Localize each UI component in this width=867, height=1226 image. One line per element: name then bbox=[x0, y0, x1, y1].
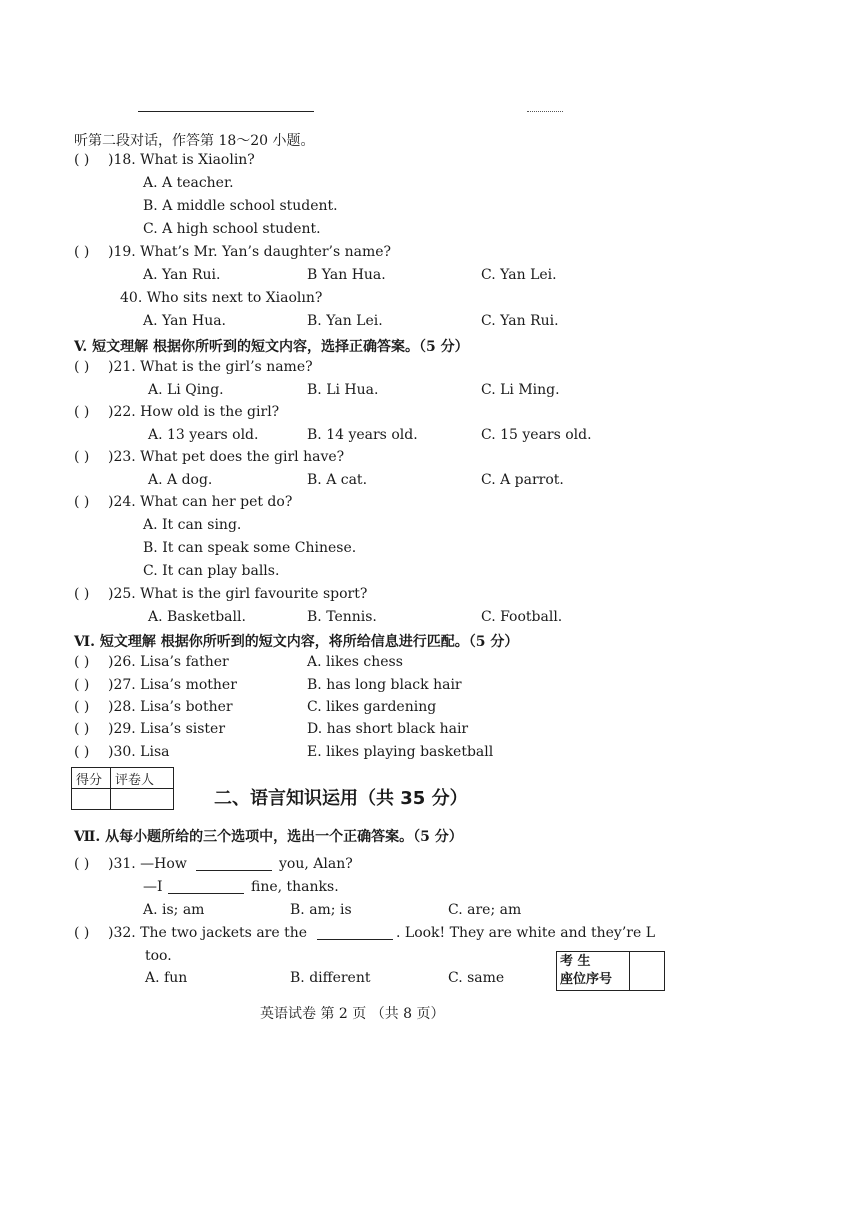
match-option-b: B. has long black hair bbox=[307, 677, 462, 693]
q26-left: )26. Lisa’s father bbox=[108, 654, 229, 670]
q32-option-c: C. same bbox=[448, 970, 505, 986]
q31-option-b: B. am; is bbox=[290, 902, 352, 918]
seat-number-cell[interactable] bbox=[630, 952, 665, 991]
q20-option-c: C. Yan Rui. bbox=[481, 313, 559, 329]
q18-bracket[interactable]: ( ) bbox=[74, 152, 90, 168]
q18-option-a: A. A teacher. bbox=[143, 175, 234, 191]
seat-label-line1: 考 生 bbox=[560, 954, 591, 969]
q27-left: )27. Lisa’s mother bbox=[108, 677, 237, 693]
section-6-heading: Ⅵ. 短文理解 根据你所听到的短文内容，将所给信息进行匹配。（5 分） bbox=[74, 634, 519, 650]
q22-option-c: C. 15 years old. bbox=[481, 427, 592, 443]
q31-option-a: A. is; am bbox=[143, 902, 205, 918]
q21-option-b: B. Li Hua. bbox=[307, 382, 379, 398]
q18-stem: )18. What is Xiaolin? bbox=[108, 152, 255, 168]
q18-option-b: B. A middle school student. bbox=[143, 198, 338, 214]
q19-option-a: A. Yan Rui. bbox=[143, 267, 221, 283]
q32-blank[interactable] bbox=[317, 925, 393, 944]
q24-stem: )24. What can her pet do? bbox=[108, 494, 293, 510]
q20-option-a: A. Yan Hua. bbox=[143, 313, 227, 329]
seat-number-box bbox=[556, 951, 665, 991]
q22-option-a: A. 13 years old. bbox=[148, 427, 259, 443]
match-option-a: A. likes chess bbox=[307, 654, 403, 670]
section-5-heading: V. 短文理解 根据你所听到的短文内容，选择正确答案。（5 分） bbox=[74, 339, 469, 355]
q32-option-a: A. fun bbox=[145, 970, 188, 986]
q25-stem: )25. What is the girl favourite sport? bbox=[108, 586, 368, 602]
score-cell[interactable] bbox=[72, 789, 111, 810]
q28-bracket[interactable]: ( ) bbox=[74, 699, 90, 715]
q20-option-b: B. Yan Lei. bbox=[307, 313, 383, 329]
q31-blank-2[interactable] bbox=[168, 879, 244, 898]
part2-title: 二、语言知识运用（共 35 分） bbox=[214, 788, 468, 809]
q24-option-c: C. It can play balls. bbox=[143, 563, 280, 579]
q23-option-c: C. A parrot. bbox=[481, 472, 564, 488]
seat-label-line2: 座位序号 bbox=[560, 972, 613, 987]
q21-stem: )21. What is the girl’s name? bbox=[108, 359, 313, 375]
q31-option-c: C. are; am bbox=[448, 902, 522, 918]
q19-bracket[interactable]: ( ) bbox=[74, 244, 90, 260]
q32-line1-start: )32. The two jackets are the bbox=[108, 925, 308, 941]
q19-option-b: B Yan Hua. bbox=[307, 267, 386, 283]
q31-line2-start: —I bbox=[143, 879, 163, 895]
q23-option-b: B. A cat. bbox=[307, 472, 368, 488]
match-option-e: E. likes playing basketball bbox=[307, 744, 494, 760]
top-rule bbox=[138, 111, 314, 112]
score-label: 得分 bbox=[72, 768, 111, 789]
q21-option-a: A. Li Qing. bbox=[148, 382, 224, 398]
q25-bracket[interactable]: ( ) bbox=[74, 586, 90, 602]
q22-stem: )22. How old is the girl? bbox=[108, 404, 280, 420]
top-dots bbox=[527, 111, 563, 112]
q27-bracket[interactable]: ( ) bbox=[74, 677, 90, 693]
q23-bracket[interactable]: ( ) bbox=[74, 449, 90, 465]
seat-label bbox=[557, 952, 630, 991]
q31-line1-end: you, Alan? bbox=[279, 856, 353, 872]
q30-left: )30. Lisa bbox=[108, 744, 170, 760]
q20-stem: 40. Who sits next to Xiaolın? bbox=[120, 290, 323, 306]
instruction-part2: 听第二段对话，作答第 18～20 小题。 bbox=[74, 133, 315, 149]
q31-blank-1[interactable] bbox=[196, 856, 272, 875]
q32-line2: too. bbox=[145, 948, 172, 964]
q31-line1-start: )31. —How bbox=[108, 856, 187, 872]
q24-option-b: B. It can speak some Chinese. bbox=[143, 540, 357, 556]
q24-bracket[interactable]: ( ) bbox=[74, 494, 90, 510]
q19-option-c: C. Yan Lei. bbox=[481, 267, 557, 283]
q21-option-c: C. Li Ming. bbox=[481, 382, 560, 398]
grader-label: 评卷人 bbox=[111, 768, 174, 789]
score-box bbox=[71, 767, 174, 810]
q29-left: )29. Lisa’s sister bbox=[108, 721, 226, 737]
q23-option-a: A. A dog. bbox=[148, 472, 213, 488]
q28-left: )28. Lisa’s bother bbox=[108, 699, 233, 715]
q25-option-c: C. Football. bbox=[481, 609, 563, 625]
q25-option-b: B. Tennis. bbox=[307, 609, 377, 625]
grader-cell[interactable] bbox=[111, 789, 174, 810]
q23-stem: )23. What pet does the girl have? bbox=[108, 449, 345, 465]
q21-bracket[interactable]: ( ) bbox=[74, 359, 90, 375]
q26-bracket[interactable]: ( ) bbox=[74, 654, 90, 670]
q32-option-b: B. different bbox=[290, 970, 371, 986]
q32-bracket[interactable]: ( ) bbox=[74, 925, 90, 941]
q19-stem: )19. What’s Mr. Yan’s daughter’s name? bbox=[108, 244, 392, 260]
match-option-d: D. has short black hair bbox=[307, 721, 469, 737]
q31-bracket[interactable]: ( ) bbox=[74, 856, 90, 872]
match-option-c: C. likes gardening bbox=[307, 699, 437, 715]
q31-line2-end: fine, thanks. bbox=[251, 879, 339, 895]
q29-bracket[interactable]: ( ) bbox=[74, 721, 90, 737]
section-7-heading: Ⅶ. 从每小题所给的三个选项中，选出一个正确答案。（5 分） bbox=[74, 829, 463, 845]
q32-line1-end: . Look! They are white and they’re L bbox=[396, 925, 656, 941]
q25-option-a: A. Basketball. bbox=[148, 609, 246, 625]
q22-bracket[interactable]: ( ) bbox=[74, 404, 90, 420]
page-footer: 英语试卷 第 2 页 （共 8 页） bbox=[260, 1006, 445, 1022]
q22-option-b: B. 14 years old. bbox=[307, 427, 418, 443]
q18-option-c: C. A high school student. bbox=[143, 221, 321, 237]
q30-bracket[interactable]: ( ) bbox=[74, 744, 90, 760]
q24-option-a: A. It can sing. bbox=[143, 517, 242, 533]
